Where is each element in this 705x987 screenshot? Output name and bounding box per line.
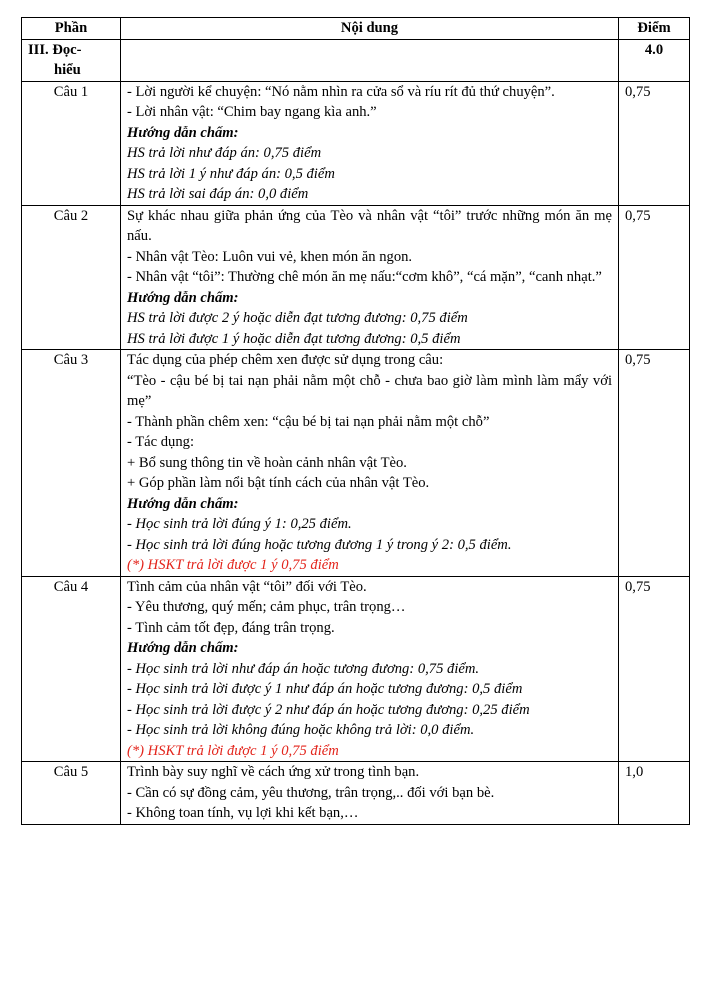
section-content [121,39,619,81]
question-label: Câu 3 [22,350,121,577]
question-points: 1,0 [619,762,690,825]
question-label: Câu 5 [22,762,121,825]
grading-criterion: - Học sinh trả lời được ý 1 như đáp án hoặc tương đương: 0,5 điểm [127,681,523,697]
answer-line: - Thành phần chêm xen: “cậu bé bị tai nạn phải nằm một chỗ” [127,413,490,430]
question-content [121,576,619,762]
grading-criterion: - Học sinh trả lời như đáp án hoặc tương đương: 0,75 điểm. [127,660,480,677]
question-row [22,576,690,762]
question-points: 0,75 [619,205,690,350]
section-title-line2: hiểu [54,62,81,78]
answer-line: - Tình cảm tốt đẹp, đáng trân trọng. [127,619,335,636]
header-part: Phần [22,18,121,40]
grading-criterion: - Học sinh trả lời được ý 2 như đáp án hoặc tương đương: 0,25 điểm [127,701,530,718]
answer-line: Trình bày suy nghĩ về cách ứng xử trong tình bạn. [127,764,420,780]
hskt-note: (*) HSKT trả lời được 1 ý 0,75 điểm [127,557,339,573]
grading-criterion: - Học sinh trả lời không đúng hoặc không trả lời: 0,0 điểm. [127,722,475,738]
answer-line: Tác dụng của phép chêm xen được sử dụng trong câu: [127,352,444,368]
hskt-note: (*) HSKT trả lời được 1 ý 0,75 điểm [127,742,339,759]
question-content [121,81,619,205]
question-label: Câu 1 [22,81,121,205]
grading-criterion: HS trả lời được 1 ý hoặc diễn đạt tương đương: 0,5 điểm [127,330,461,347]
answer-line: Sự khác nhau giữa phản ứng của Tèo và nhân vật “tôi” trước những món ăn mẹ nấu. [127,207,612,244]
question-points: 0,75 [619,576,690,762]
answer-line: + Góp phần làm nổi bật tính cách của nhân vật Tèo. [127,475,430,491]
answer-line: - Nhân vật Tèo: Luôn vui vẻ, khen món ăn ngon. [127,248,413,265]
answer-line: - Tác dụng: [127,434,195,450]
grading-criterion: HS trả lời 1 ý như đáp án: 0,5 điểm [127,165,335,182]
question-label: Câu 2 [22,205,121,350]
question-row [22,350,690,577]
answer-line: “Tèo - cậu bé bị tai nạn phải nằm một chỗ - chưa bao giờ làm mình làm mẩy với mẹ” [127,372,612,409]
section-title-line1: III. Đọc- [28,41,82,58]
answer-line: + Bổ sung thông tin về hoàn cảnh nhân vật Tèo. [127,454,407,471]
question-content [121,205,619,350]
question-row [22,762,690,825]
question-points: 0,75 [619,350,690,577]
question-row [22,81,690,205]
grading-guide-heading: Hướng dẫn chấm: [127,640,239,656]
grading-guide-heading: Hướng dẫn chấm: [127,124,239,141]
question-label: Câu 4 [22,576,121,762]
answer-line: - Yêu thương, quý mến; cảm phục, trân trọng… [127,599,406,615]
answer-line: - Nhân vật “tôi”: Thường chê món ăn mẹ nấu:“cơm khô”, “cá mặn”, “canh nhạt.” [127,269,602,285]
answer-line: - Không toan tính, vụ lợi khi kết bạn,… [127,805,359,821]
grading-guide-heading: Hướng dẫn chấm: [127,289,239,306]
table-header-row [22,18,690,40]
answer-line: - Lời người kể chuyện: “Nó nằm nhìn ra cửa sổ và ríu rít đủ thứ chuyện”. [127,83,555,100]
answer-line: Tình cảm của nhân vật “tôi” đối với Tèo. [127,578,367,595]
grading-criterion: HS trả lời được 2 ý hoặc diễn đạt tương đương: 0,75 điểm [127,310,468,326]
answer-key-table [21,17,690,825]
answer-line: - Lời nhân vật: “Chim bay ngang kìa anh.” [127,104,377,120]
grading-criterion: HS trả lời sai đáp án: 0,0 điểm [127,186,309,202]
grading-criterion: - Học sinh trả lời đúng ý 1: 0,25 điểm. [127,516,352,532]
question-content [121,762,619,825]
header-points: Điểm [619,18,690,40]
grading-criterion: HS trả lời như đáp án: 0,75 điểm [127,145,322,161]
header-content: Nội dung [121,18,619,40]
grading-guide-heading: Hướng dẫn chấm: [127,495,239,512]
section-title [22,39,121,81]
question-content [121,350,619,577]
question-points: 0,75 [619,81,690,205]
answer-line: - Cần có sự đồng cảm, yêu thương, trân trọng,.. đối với bạn bè. [127,784,495,801]
section-points: 4.0 [619,39,690,81]
question-row [22,205,690,350]
grading-criterion: - Học sinh trả lời đúng hoặc tương đương 1 ý trong ý 2: 0,5 điểm. [127,536,512,553]
section-row [22,39,690,81]
